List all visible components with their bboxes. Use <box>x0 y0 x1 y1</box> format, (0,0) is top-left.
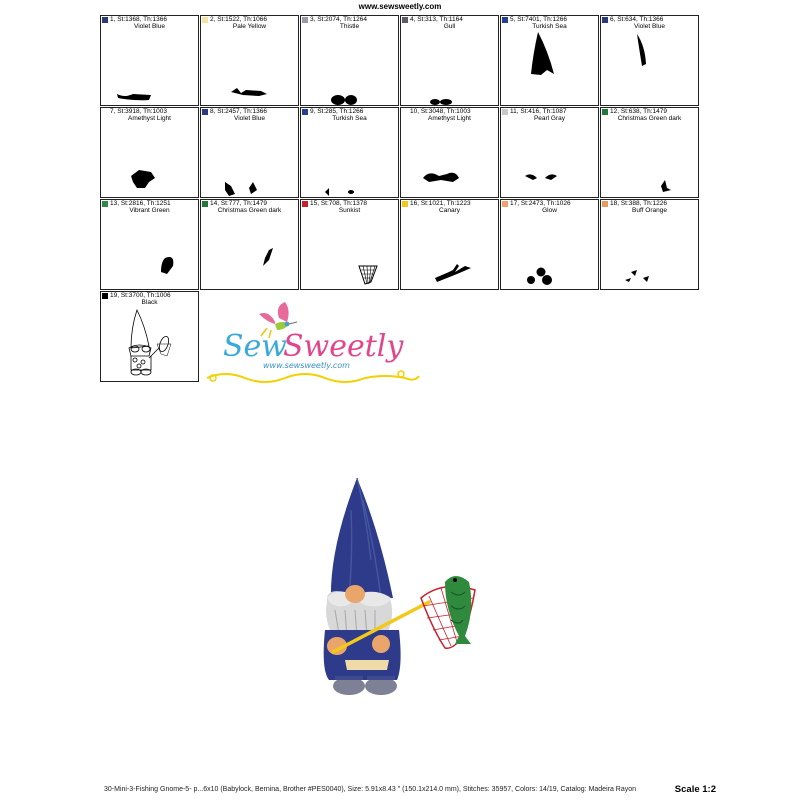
thread-shape-preview <box>401 200 500 291</box>
thread-shape-preview <box>101 108 200 199</box>
color-name: Pale Yellow <box>232 23 267 30</box>
color-stitch-info: 19, St:3700, Th:1006 <box>110 292 171 299</box>
thread-shape-preview <box>601 108 700 199</box>
color-name: Pearl Gray <box>533 115 566 122</box>
color-name: Amethyst Light <box>428 115 471 122</box>
thread-shape-preview <box>501 108 600 199</box>
thread-shape-preview <box>501 200 600 291</box>
color-stitch-info: 17, St:2473, Th:1026 <box>510 200 571 207</box>
color-cell <box>300 199 399 290</box>
color-name: Turkish Sea <box>332 115 367 122</box>
color-cell <box>500 199 599 290</box>
color-stitch-info: 1, St:1368, Th:1366 <box>110 16 167 23</box>
color-cell <box>400 15 499 106</box>
sewsweetly-logo <box>205 300 425 390</box>
color-name: Buff Orange <box>632 207 667 214</box>
thread-shape-preview <box>201 108 300 199</box>
thread-shape-preview <box>201 16 300 107</box>
color-cell <box>100 199 199 290</box>
color-stitch-info: 5, St:7401, Th:1266 <box>510 16 567 23</box>
thread-shape-preview <box>601 200 700 291</box>
gnome-outline-preview <box>101 292 200 383</box>
color-cell <box>200 107 299 198</box>
site-url[interactable]: www.sewsweetly.com <box>358 2 442 11</box>
color-stitch-info: 10, St:3048, Th:1003 <box>410 108 471 115</box>
thread-shape-preview <box>301 16 400 107</box>
color-cell <box>400 107 499 198</box>
color-cell <box>200 15 299 106</box>
color-cell <box>400 199 499 290</box>
thread-shape-preview <box>301 108 400 199</box>
color-stitch-info: 18, St:388, Th:1226 <box>610 200 667 207</box>
color-cell <box>500 107 599 198</box>
color-stitch-info: 2, St:1522, Th:1066 <box>210 16 267 23</box>
thread-shape-preview <box>601 16 700 107</box>
color-stitch-info: 12, St:638, Th:1479 <box>610 108 667 115</box>
color-name: Gull <box>443 23 456 30</box>
color-cell <box>300 15 399 106</box>
color-name: Turkish Sea <box>532 23 567 30</box>
svg-text:Sweetly: Sweetly <box>283 329 404 364</box>
color-stitch-info: 3, St:2074, Th:1264 <box>310 16 367 23</box>
color-cell <box>100 291 199 382</box>
footer-design-info: 30-Mini-3-Fishing Gnome-5- p...6x10 (Babylock, Bernina, Brother #PES0040), Size: 5.91x8.43 " (150.1x214.0 mm), Stitches: 35957, Colors: 14/19, Catalog: Madeira Rayon <box>104 786 637 793</box>
color-name: Glow <box>542 207 557 214</box>
thread-shape-preview <box>301 200 400 291</box>
color-cell <box>200 199 299 290</box>
thread-shape-preview <box>401 16 500 107</box>
color-stitch-info: 14, St:777, Th:1479 <box>210 200 267 207</box>
color-name: Sunkist <box>338 207 361 214</box>
color-cell <box>500 15 599 106</box>
color-cell <box>600 199 699 290</box>
color-stitch-info: 6, St:634, Th:1366 <box>610 16 664 23</box>
svg-text:www.sewsweetly.com: www.sewsweetly.com <box>263 361 350 370</box>
color-name: Violet Blue <box>134 23 165 30</box>
color-stitch-info: 13, St:2816, Th:1251 <box>110 200 171 207</box>
color-stitch-info: 7, St:3918, Th:1003 <box>110 108 167 115</box>
color-name: Amethyst Light <box>128 115 171 122</box>
thread-shape-preview <box>201 200 300 291</box>
color-cell <box>100 107 199 198</box>
color-stitch-info: 16, St:1021, Th:1223 <box>410 200 471 207</box>
svg-text:Sew: Sew <box>223 329 287 364</box>
color-name: Christmas Green dark <box>617 115 682 122</box>
color-cell <box>600 107 699 198</box>
color-name: Violet Blue <box>634 23 665 30</box>
color-stitch-info: 9, St:285, Th:1266 <box>310 108 364 115</box>
color-name: Christmas Green dark <box>217 207 282 214</box>
thread-shape-preview <box>501 16 600 107</box>
color-name: Thistle <box>339 23 360 30</box>
color-stitch-info: 11, St:416, Th:1087 <box>510 108 567 115</box>
color-name: Canary <box>439 207 460 214</box>
color-name: Black <box>141 299 158 306</box>
color-cell <box>600 15 699 106</box>
thread-shape-preview <box>101 16 200 107</box>
fishing-gnome-design <box>305 470 505 710</box>
color-stitch-info: 4, St:313, Th:1164 <box>410 16 463 23</box>
color-stitch-info: 15, St:708, Th:1378 <box>310 200 367 207</box>
color-cell <box>300 107 399 198</box>
scale-label: Scale 1:2 <box>674 784 716 795</box>
thread-shape-preview <box>401 108 500 199</box>
color-stitch-info: 8, St:2457, Th:1366 <box>210 108 267 115</box>
color-name: Vibrant Green <box>129 207 170 214</box>
color-cell <box>100 15 199 106</box>
thread-shape-preview <box>101 200 200 291</box>
color-name: Violet Blue <box>234 115 265 122</box>
